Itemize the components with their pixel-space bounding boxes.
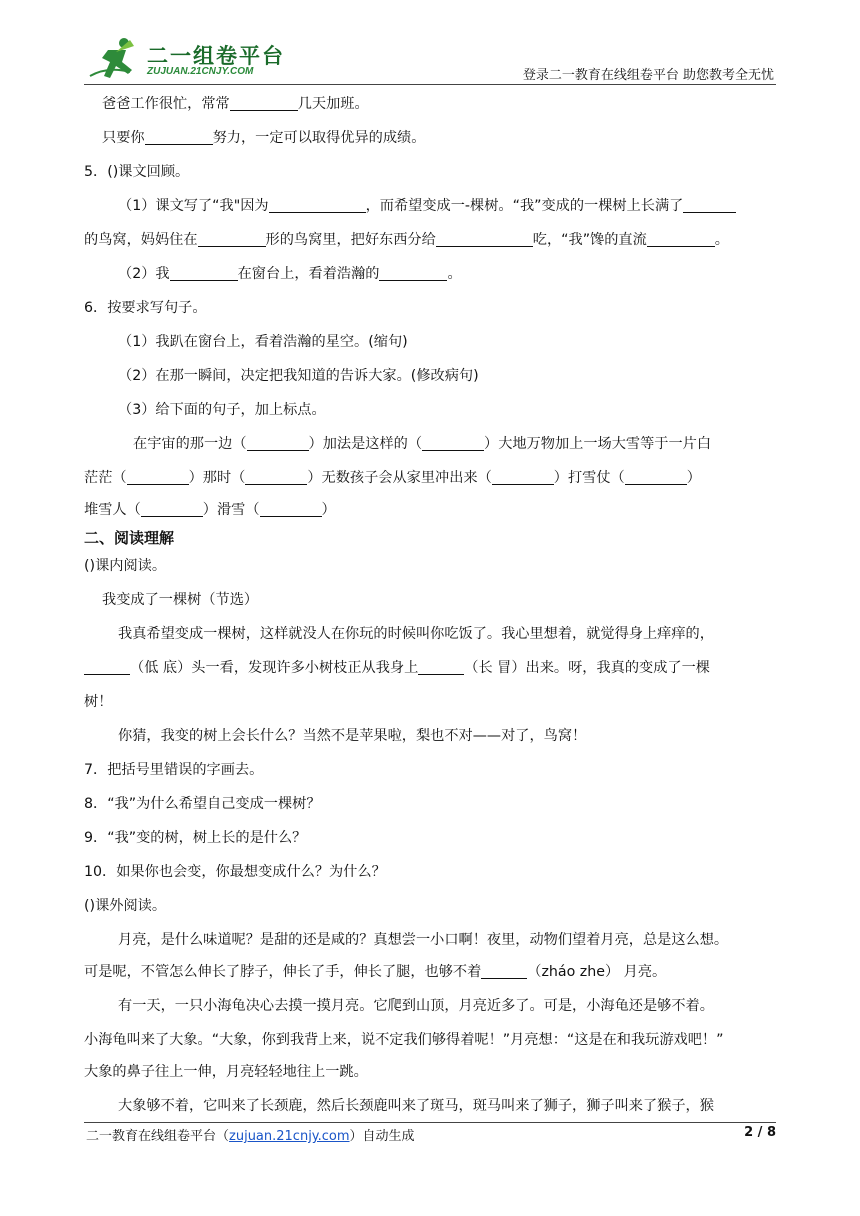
passage-text: （低 底）头一看，发现许多小树枝正从我身上 （长 冒）出来。呀，我真的变成了一棵 <box>84 658 710 678</box>
answer-blank[interactable] <box>269 197 366 213</box>
answer-blank[interactable] <box>647 231 715 247</box>
question-6: 6．按要求写句子。 <box>84 300 207 316</box>
question-8: 8．“我”为什么希望自己变成一棵树？ <box>84 796 321 812</box>
answer-blank[interactable] <box>436 231 533 247</box>
answer-blank[interactable] <box>379 265 447 281</box>
site-logo[interactable] <box>86 36 286 84</box>
reading-intro: ()课外阅读。 <box>84 898 167 914</box>
answer-blank[interactable] <box>245 469 307 485</box>
passage-text: 有一天，一只小海龟决心去摸一摸月亮。它爬到山顶，月亮近多了。可是，小海龟还是够不着。 <box>118 998 714 1014</box>
answer-blank[interactable] <box>422 435 484 451</box>
answer-blank[interactable] <box>84 659 130 675</box>
question-5-2: （2）我 在窗台上，看着浩瀚的 。 <box>118 266 462 282</box>
question-5-1: （1）课文写了“我"因为 ，而希望变成一-棵树。“我”变成的一棵树上长满了 <box>118 196 736 216</box>
passage-title: 我变成了一棵树（节选） <box>102 592 259 608</box>
sentence-line: 爸爸工作很忙，常常 几天加班。 <box>102 96 369 112</box>
answer-blank[interactable] <box>418 659 464 675</box>
question-6-2: （2）在那一瞬间，决定把我知道的告诉大家。(修改病句) <box>118 368 479 384</box>
page-header <box>0 0 860 90</box>
answer-blank[interactable] <box>145 129 213 145</box>
question-10: 10．如果你也会变，你最想变成什么？为什么？ <box>84 864 386 880</box>
question-5-1-cont: 的鸟窝，妈妈住在 形的鸟窝里，把好东西分给 吃，“我”馋的直流 。 <box>84 232 729 248</box>
passage-text: 大象的鼻子往上一伸，月亮轻轻地往上一跳。 <box>84 1064 368 1080</box>
passage-text: 大象够不着，它叫来了长颈鹿，然后长颈鹿叫来了斑马，斑马叫来了狮子，狮子叫来了猴子，猴 <box>118 1098 714 1114</box>
punctuation-passage: 茫茫（ ）那时（ ）无数孩子会从家里冲出来（ ）打雪仗（ ） <box>84 470 701 486</box>
passage-text: 小海龟叫来了大象。“大象，你到我背上来，说不定我们够得着呢！”月亮想：“这是在和我玩游戏吧！” <box>84 1032 724 1048</box>
answer-blank[interactable] <box>247 435 309 451</box>
passage-text: 我真希望变成一棵树，这样就没人在你玩的时候叫你吃饭了。我心里想着，就觉得身上痒痒的， <box>118 626 714 642</box>
passage-text: 可是呢，不管怎么伸长了脖子，伸长了手，伸长了腿，也够不着 （zháo zhe） 月亮。 <box>84 964 667 980</box>
passage-text: 你猜，我变的树上会长什么？当然不是苹果啦，梨也不对——对了，鸟窝！ <box>118 728 587 744</box>
runner-logo-icon <box>86 36 146 82</box>
page-footer: 二一教育在线组卷平台（zujuan.21cnjy.com）自动生成 <box>86 1129 415 1144</box>
header-slogan: 登录二一教育在线组卷平台 助您教考全无忧 <box>522 68 774 83</box>
logo-title: 二一组卷平台 <box>147 44 285 68</box>
question-7: 7．把括号里错误的字画去。 <box>84 762 264 778</box>
answer-blank[interactable] <box>127 469 189 485</box>
section-heading: 二、阅读理解 <box>84 529 175 547</box>
answer-blank[interactable] <box>625 469 687 485</box>
answer-blank[interactable] <box>481 963 527 979</box>
logo-subtitle: ZUJUAN.21CNJY.COM <box>147 66 254 77</box>
reading-intro: ()课内阅读。 <box>84 558 167 574</box>
answer-blank[interactable] <box>683 197 736 213</box>
question-6-3: （3）给下面的句子，加上标点。 <box>118 402 326 418</box>
punctuation-passage: 在宇宙的那一边（ ）加法是这样的（ ）大地万物加上一场大雪等于一片白 <box>133 436 712 452</box>
answer-blank[interactable] <box>230 95 298 111</box>
answer-blank[interactable] <box>260 501 322 517</box>
answer-blank[interactable] <box>170 265 238 281</box>
header-divider <box>84 84 776 85</box>
punctuation-passage: 堆雪人（ ）滑雪（ ） <box>84 502 336 518</box>
question-6-1: （1）我趴在窗台上，看着浩瀚的星空。(缩句) <box>118 334 408 350</box>
passage-text: 树！ <box>84 694 113 710</box>
page-number: 2 / 8 <box>744 1125 776 1140</box>
footer-link[interactable]: zujuan.21cnjy.com <box>229 1129 350 1144</box>
sentence-line: 只要你 努力，一定可以取得优异的成绩。 <box>102 130 426 146</box>
question-5: 5．()课文回顾。 <box>84 164 190 180</box>
answer-blank[interactable] <box>141 501 203 517</box>
answer-blank[interactable] <box>198 231 266 247</box>
footer-divider <box>84 1122 776 1123</box>
answer-blank[interactable] <box>492 469 554 485</box>
question-9: 9．“我”变的树，树上长的是什么？ <box>84 830 307 846</box>
passage-text: 月亮，是什么味道呢？是甜的还是咸的？真想尝一小口啊！夜里，动物们望着月亮，总是这么想。 <box>118 932 729 948</box>
